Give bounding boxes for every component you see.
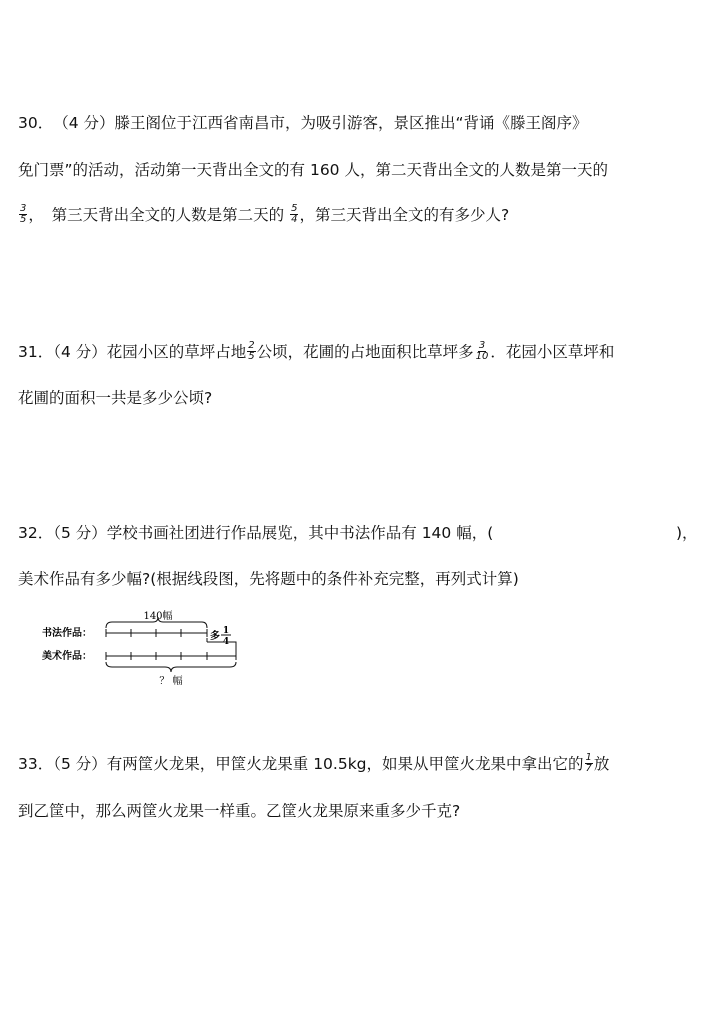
fraction-numerator: 3 (478, 340, 486, 351)
diagram-more-label: 多 (210, 631, 220, 642)
diagram-row2-label: 美术作品： (42, 651, 92, 662)
q31-line-1-middle: 公顷，花圃的占地面积比草坪多 (256, 343, 474, 361)
q31-line-2: 花圃的面积一共是多少公顷? (18, 389, 213, 407)
diagram-frac-num: 1 (222, 626, 230, 636)
q31-line-1-end: ．花园小区草坪和 (490, 343, 615, 361)
segment-diagram (40, 606, 260, 686)
q31-line-1-start: 31．（4 分）花园小区的草坪占地 (18, 343, 247, 361)
q31-line-1 (18, 340, 614, 363)
q33-line-1 (18, 752, 609, 775)
fraction (290, 204, 298, 225)
fraction-numerator: 5 (291, 203, 298, 214)
fraction-numerator: 2 (248, 340, 255, 351)
diagram-bottom-label: ？ 幅 (159, 676, 183, 686)
q30-line-2: 免门票”的活动，活动第一天背出全文的有 160 人，第二天背出全文的人数是第一天的 (18, 161, 608, 179)
fraction (247, 341, 255, 362)
q30-line-3 (18, 203, 509, 226)
fraction (19, 204, 27, 225)
q32-line-1-start: 32．（5 分）学校书画社团进行作品展览，其中书法作品有 140 幅，( (18, 524, 494, 542)
fraction-numerator: 3 (20, 203, 27, 214)
fraction-denominator: 5 (248, 351, 255, 362)
fraction (585, 753, 593, 774)
q30-line-3-end: ，第三天背出全文的有多少人? (299, 206, 510, 224)
q32-line-1-end: )， (676, 524, 698, 542)
diagram-row1-label: 书法作品： (42, 628, 92, 639)
extension-bracket (207, 642, 236, 653)
fraction-denominator: 7 (585, 763, 592, 774)
q33-line-1-start: 33．（5 分）有两筐火龙果，甲筐火龙果重 10.5kg，如果从甲筐火龙果中拿出它的 (18, 755, 584, 773)
fraction-denominator: 5 (20, 214, 27, 225)
fraction-denominator: 4 (291, 214, 298, 225)
bottom-brace (106, 662, 236, 672)
fraction-numerator: 1 (585, 752, 592, 763)
q30-line-3-middle: ， 第三天背出全文的人数是第二天的 (28, 206, 285, 224)
diagram-top-label: 140幅 (143, 611, 173, 622)
q33-line-1-end: 放 (593, 755, 610, 773)
q33-line-2: 到乙筐中，那么两筐火龙果一样重。乙筐火龙果原来重多少千克? (18, 802, 461, 820)
diagram-frac-den: 4 (222, 637, 230, 647)
fraction-denominator: 10 (475, 351, 489, 362)
q32-line-2: 美术作品有多少幅?(根据线段图，先将题中的条件补充完整，再列式计算) (18, 570, 519, 588)
fraction (475, 341, 490, 362)
q30-line-1: 30． （4 分）滕王阁位于江西省南昌市，为吸引游客，景区推出“背诵《滕王阁序》 (18, 114, 588, 132)
